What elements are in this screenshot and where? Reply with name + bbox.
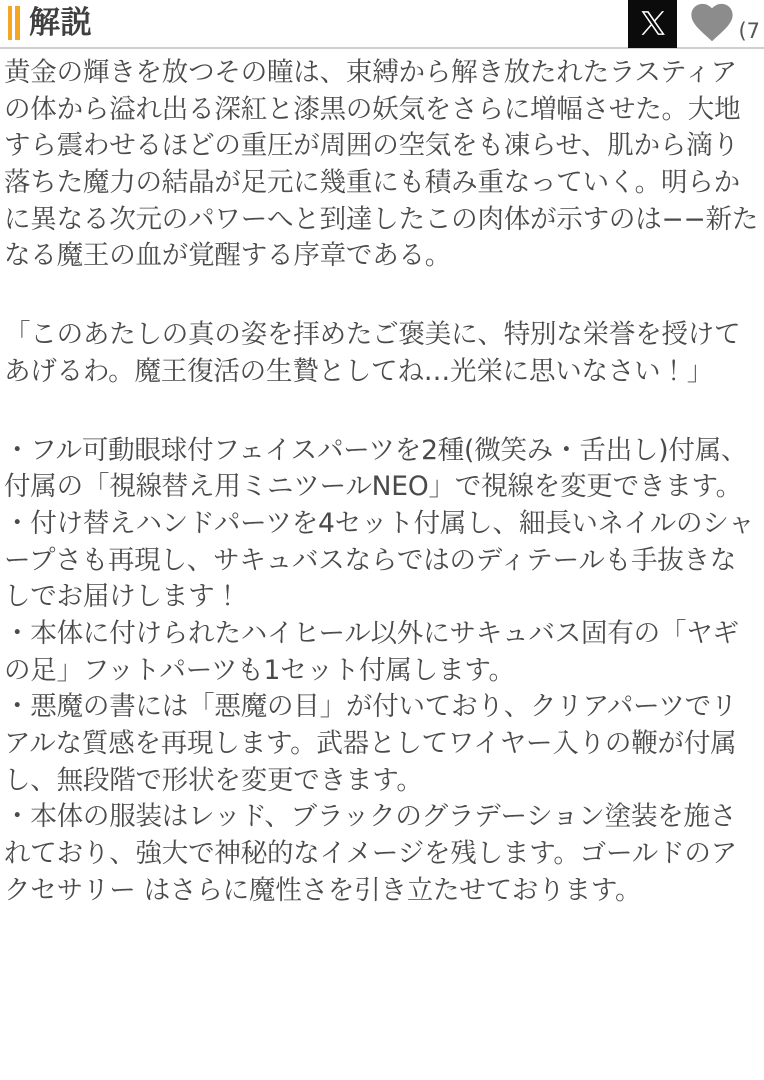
accent-bars-icon	[8, 6, 20, 40]
page-title: 解説	[29, 4, 92, 41]
x-logo-icon	[638, 8, 668, 38]
list-item: ・付け替えハンドパーツを4セット付属し、細長いネイルのシャープさも再現し、サキュバスならではのディテールも手抜きなしでお届けします！	[4, 507, 755, 613]
header-actions	[628, 0, 764, 48]
list-item: ・悪魔の書には「悪魔の目」が付いており、クリアパーツでリアルな質感を再現します。武器としてワイヤー入りの鞭が付属し、無段階で形状を変更できます。	[4, 691, 738, 796]
bullets-spacer	[4, 391, 762, 433]
section-header	[0, 0, 764, 46]
paragraph-intro: 黄金の輝きを放つその瞳は、束縛から解き放たれたラスティアの体から溢れ出る深紅と漆黒の妖気をさらに増幅させた。大地すら震わせるほどの重圧が周囲の空気をも凍らせ、肌から滴り落ちた魔力の結晶が足元に幾重にも積み重なっていく。明らかに異なる次元のパワーへと到達したこの肉体が示すのは−−新たなる魔王の血が覚醒する序章である。	[4, 57, 759, 272]
heart-icon[interactable]	[687, 0, 737, 45]
x-share-button[interactable]	[628, 0, 677, 48]
feature-bullet-list	[4, 433, 762, 910]
paragraph-quote: 「このあたしの真の姿を拝めたご褒美に、特別な栄誉を授けてあげるわ。魔王復活の生贄としてね…光栄に思いなさい！」	[4, 319, 741, 387]
paragraph-spacer	[4, 275, 762, 317]
like-count: (7	[738, 18, 760, 43]
article-body	[0, 49, 764, 909]
list-item: ・本体に付けられたハイヒール以外にサキュバス固有の「ヤギの足」フットパーツも1セット付属します。	[4, 617, 739, 686]
like-control[interactable]	[687, 0, 760, 45]
list-item: ・フル可動眼球付フェイスパーツを2種(微笑み・舌出し)付属、付属の「視線替え用ミニツールNEO」で視線を変更できます。	[4, 434, 748, 503]
list-item: ・本体の服装はレッド、ブラックのグラデーション塗装を施されており、強大で神秘的なイメージを残します。ゴールドのアクセサリー はさらに魔性さを引き立たせております。	[4, 801, 737, 906]
